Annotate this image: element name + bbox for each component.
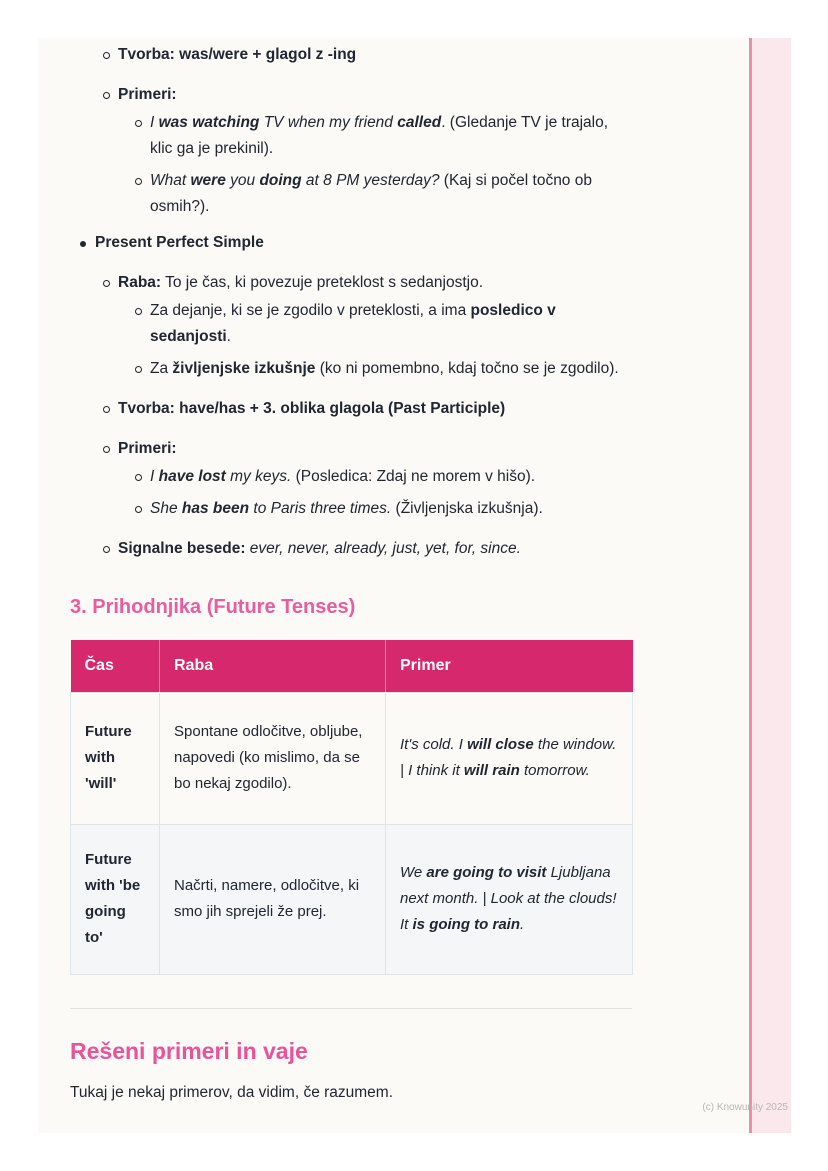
text-segment: (ko ni pomembno, kdaj točno se je zgodilo).	[315, 360, 619, 377]
text-segment: the window. | I think it	[400, 736, 617, 779]
circle-bullet-icon	[135, 474, 142, 481]
text-segment: to Paris three times.	[249, 500, 396, 517]
list-item	[70, 396, 632, 422]
text-segment: Za dejanje, ki se je zgodilo v preteklosti, a ima	[150, 302, 471, 319]
list-item-text	[150, 500, 543, 517]
solved-examples-heading: Rešeni primeri in vaje	[70, 1037, 308, 1064]
circle-bullet-icon	[135, 366, 142, 373]
text-segment: will close	[467, 736, 534, 753]
list-item-text	[118, 86, 177, 103]
text-segment: I	[150, 114, 159, 131]
table-header-row	[71, 640, 633, 692]
circle-bullet-icon	[103, 280, 110, 287]
text-segment: ever, never, already, just, yet, for, since.	[249, 540, 521, 557]
list-item	[70, 82, 632, 108]
text-segment: What	[150, 172, 191, 189]
list-item-text	[150, 302, 556, 345]
text-segment: (Življenjska izkušnja).	[395, 500, 543, 517]
page-edge-strip	[749, 38, 791, 1133]
text-segment: .	[520, 916, 525, 933]
circle-bullet-icon	[135, 178, 142, 185]
solved-examples-intro: Tukaj je nekaj primerov, da vidim, če razumem.	[70, 1083, 394, 1101]
text-segment: Future with 'will'	[85, 723, 132, 792]
section-divider	[70, 1008, 632, 1009]
future-tenses-table	[70, 640, 633, 975]
list-item	[70, 270, 632, 296]
list-item-text	[118, 274, 483, 291]
text-segment: (Posledica: Zdaj ne morem v hišo).	[295, 468, 536, 485]
list-item-text	[118, 540, 521, 557]
text-segment: Spontane odločitve, obljube, napovedi (ko mislimo, da se bo nekaj zgodilo).	[174, 723, 363, 792]
list-item	[70, 436, 632, 462]
text-segment: življenjske izkušnje	[172, 360, 316, 377]
text-segment: Primeri:	[118, 86, 177, 103]
text-segment: .	[226, 328, 231, 345]
list-item-text	[95, 234, 264, 251]
circle-bullet-icon	[135, 308, 142, 315]
circle-bullet-icon	[103, 446, 110, 453]
text-segment: Primeri:	[118, 440, 177, 457]
circle-bullet-icon	[103, 52, 110, 59]
notes-list	[70, 42, 632, 562]
text-segment: at 8 PM yesterday?	[301, 172, 444, 189]
text-segment: Raba:	[118, 274, 162, 291]
table-cell-primer	[386, 692, 633, 824]
text-segment: Present Perfect Simple	[95, 234, 264, 251]
text-segment: called	[397, 114, 442, 131]
table-cell-cas	[71, 824, 160, 974]
text-segment: Načrti, namere, odločitve, ki smo jih sprejeli že prej.	[174, 877, 360, 920]
text-segment: was watching	[158, 114, 260, 131]
list-item	[70, 496, 632, 522]
text-segment: Signalne besede:	[118, 540, 246, 557]
future-tenses-table-body	[71, 692, 633, 974]
content-column	[70, 42, 632, 1106]
list-item-text	[150, 468, 535, 485]
list-item	[70, 298, 632, 350]
list-item	[70, 168, 632, 220]
text-segment: will rain	[463, 762, 520, 779]
text-segment: . (Gledanje TV je trajalo, klic ga je prekinil).	[150, 114, 609, 157]
circle-bullet-icon	[135, 120, 142, 127]
text-segment: Za	[150, 360, 173, 377]
text-segment: It's cold. I	[400, 736, 468, 753]
table-cell-primer	[386, 824, 633, 974]
table-cell-cas	[71, 692, 160, 824]
list-item	[70, 230, 632, 256]
table-header-cas: Čas	[71, 640, 160, 692]
circle-bullet-icon	[103, 546, 110, 553]
text-segment: tomorrow.	[519, 762, 590, 779]
circle-bullet-icon	[103, 406, 110, 413]
list-item	[70, 464, 632, 490]
text-segment: my keys.	[225, 468, 296, 485]
list-item	[70, 42, 632, 68]
text-segment: Future with 'be going to'	[85, 851, 141, 946]
list-item-text	[150, 114, 608, 157]
text-segment: posledico v sedanjosti	[150, 302, 556, 345]
table-header-raba: Raba	[160, 640, 386, 692]
list-item	[70, 356, 632, 382]
list-item-text	[150, 360, 619, 377]
table-cell-raba	[160, 692, 386, 824]
list-item	[70, 110, 632, 162]
text-segment: doing	[259, 172, 302, 189]
table-row	[71, 824, 633, 974]
text-segment: Tvorba: have/has + 3. oblika glagola (Past Participle)	[118, 400, 506, 417]
text-segment: is going to rain	[412, 916, 521, 933]
circle-bullet-icon	[103, 92, 110, 99]
text-segment: are going to visit	[426, 864, 547, 881]
text-segment: She	[150, 500, 182, 517]
list-item-text	[118, 46, 356, 63]
text-segment: (Kaj si počel točno ob osmih?).	[150, 172, 592, 215]
future-tenses-heading: 3. Prihodnjika (Future Tenses)	[70, 596, 356, 618]
text-segment: have lost	[158, 468, 226, 485]
list-item-text	[118, 400, 505, 417]
text-segment: To je čas, ki povezuje preteklost s sedanjostjo.	[161, 274, 484, 291]
table-header-primer: Primer	[386, 640, 633, 692]
copyright-watermark: (c) Knowunity 2025	[702, 1102, 788, 1113]
table-row	[71, 692, 633, 824]
text-segment: you	[225, 172, 260, 189]
document-page	[38, 38, 791, 1133]
text-segment: has been	[181, 500, 250, 517]
text-segment: TV when my friend	[259, 114, 398, 131]
disc-bullet-icon	[80, 241, 86, 247]
text-segment: were	[190, 172, 226, 189]
text-segment: I	[150, 468, 159, 485]
list-item	[70, 536, 632, 562]
text-segment: Ljubljana next month. | Look at the clouds! It	[400, 864, 617, 933]
text-segment: We	[400, 864, 427, 881]
text-segment: Tvorba: was/were + glagol z -ing	[118, 46, 357, 63]
table-cell-raba	[160, 824, 386, 974]
list-item-text	[118, 440, 177, 457]
circle-bullet-icon	[135, 506, 142, 513]
list-item-text	[150, 172, 592, 215]
